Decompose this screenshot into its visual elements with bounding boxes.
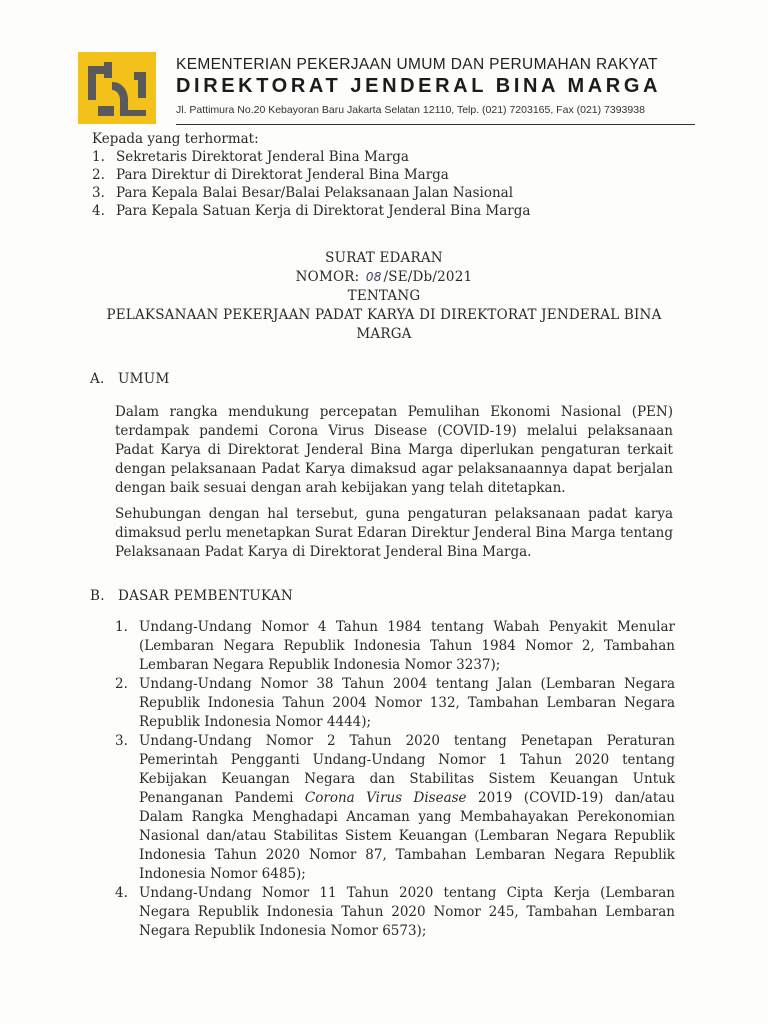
legal-basis-list [115, 618, 675, 941]
recipients-list [92, 148, 530, 220]
subject-line: PELAKSANAAN PEKERJAAN PADAT KARYA DI DIREKTORAT JENDERAL BINA [106, 307, 662, 323]
about-label: TENTANG [347, 288, 421, 304]
ministry-logo [78, 52, 156, 124]
legal-basis-item: 4. Undang-Undang Nomor 11 Tahun 2020 tentang Cipta Kerja (Lembaran Negara Republik Indonesia Tahun 2020 Nomor 245, Tambahan Lembaran Negara Republik Indonesia Nomor 6573); [115, 885, 675, 939]
legal-basis-item: 1. Undang-Undang Nomor 4 Tahun 1984 tentang Wabah Penyakit Menular (Lembaran Negara Republik Indonesia Tahun 1984 Nomor 2, Tambahan Lembaran Negara Republik Indonesia Nomor 3237); [115, 619, 675, 673]
recipient-item: 4. Para Kepala Satuan Kerja di Direktorat Jenderal Bina Marga [92, 203, 531, 219]
recipients-block [92, 130, 530, 220]
recipients-heading: Kepada yang terhormat: [92, 131, 259, 147]
letterhead-text [176, 56, 704, 116]
directorate-name: DIREKTORAT JENDERAL BINA MARGA [176, 75, 662, 97]
legal-basis-item: 3. Undang-Undang Nomor 2 Tahun 2020 tentang Penetapan Peraturan Pemerintah Pengganti Undang-Undang Nomor 1 Tahun 2020 tentang Kebijakan Keuangan Negara dan Stabilitas Sistem Keuangan Untuk Penanganan Pandemi Corona Virus Disease 2019 (COVID-19) dan/atau Dalam Rangka Menghadapi Ancaman yang Membahayakan Perekonomian Nasional dan/atau Stabilitas Sistem Keuangan (Lembaran Negara Republik Indonesia Tahun 2020 Nomor 87, Tambahan Lembaran Negara Republik Indonesia Nomor 6485); [115, 733, 675, 882]
section-b-heading: B. DASAR PEMBENTUKAN [90, 588, 293, 604]
ministry-name: KEMENTERIAN PEKERJAAN UMUM DAN PERUMAHAN RAKYAT [176, 56, 658, 73]
office-address: Jl. Pattimura No.20 Kebayoran Baru Jakarta Selatan 12110, Telp. (021) 7203165, Fax (021) 7393938 [176, 104, 645, 116]
section-a-paragraph-2: Sehubungan dengan hal tersebut, guna pengaturan pelaksanaan padat karya dimaksud perlu menetapkan Surat Edaran Direktur Jenderal Bina Marga tentang Pelaksanaan Padat Karya di Direktorat Jenderal Bina Marga. [115, 506, 673, 560]
document-type: SURAT EDARAN [325, 250, 443, 266]
recipient-item: 1. Sekretaris Direktorat Jenderal Bina Marga [92, 149, 409, 165]
letterhead [78, 52, 700, 124]
recipient-item: 3. Para Kepala Balai Besar/Balai Pelaksanaan Jalan Nasional [92, 185, 514, 201]
legal-basis-item: 2. Undang-Undang Nomor 38 Tahun 2004 tentang Jalan (Lembaran Negara Republik Indonesia Tahun 2004 Nomor 132, Tambahan Lembaran Negara Republik Indonesia Nomor 4444); [115, 676, 675, 730]
document-number: NOMOR: 08 /SE/Db/2021 [295, 269, 473, 285]
recipient-item: 2. Para Direktur di Direktorat Jenderal Bina Marga [92, 167, 449, 183]
section-a-heading: A. UMUM [90, 371, 170, 387]
section-a-paragraph-1: Dalam rangka mendukung percepatan Pemulihan Ekonomi Nasional (PEN) terdampak pandemi Corona Virus Disease (COVID-19) melalui pelaksanaan Padat Karya di Direktorat Jenderal Bina Marga diperlukan pengaturan terkait dengan pelaksanaan Padat Karya dimaksud agar pelaksanaannya dapat berjalan dengan baik sesuai dengan arah kebijakan yang telah ditetapkan. [115, 404, 673, 496]
subject-line: MARGA [356, 326, 412, 342]
handwritten-number: 08 [365, 270, 382, 284]
letterhead-divider [176, 124, 695, 125]
document-title [80, 249, 688, 344]
